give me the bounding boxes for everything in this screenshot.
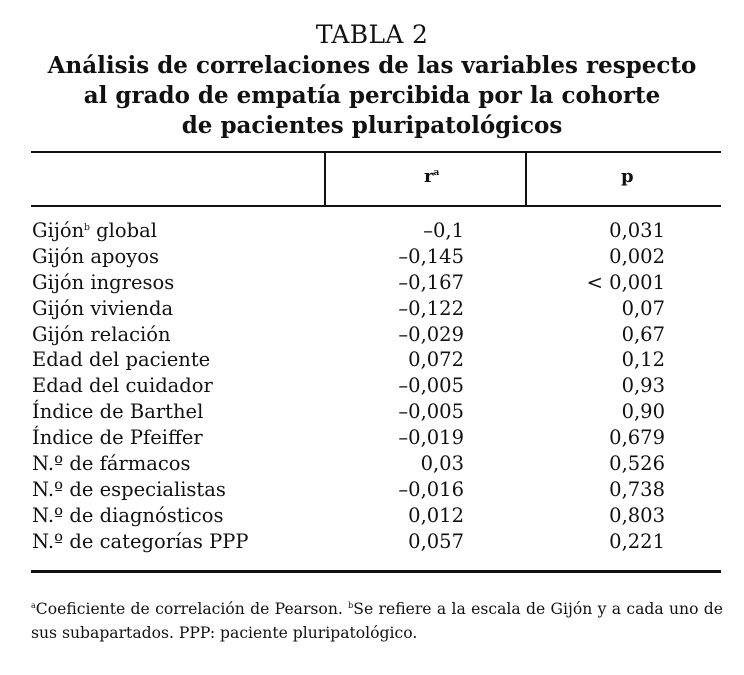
footnote-a-mark: a xyxy=(31,601,36,610)
row-variable: Edad del paciente xyxy=(32,348,211,372)
row-p-value: 0,803 xyxy=(609,503,665,527)
table-row xyxy=(0,270,744,296)
row-p-value: 0,031 xyxy=(609,219,665,242)
footnote-b-text: Se refiere a la escala de Gijón y a cada uno de sus subapartados. PPP: paciente pluripatológico. xyxy=(31,600,724,642)
table-row xyxy=(0,347,744,373)
table-row xyxy=(0,529,744,555)
table-top-rule xyxy=(31,151,721,153)
row-r-value: –0,145 xyxy=(398,244,464,268)
row-p-value: 0,002 xyxy=(609,244,665,268)
row-variable: Gijón relación xyxy=(32,322,171,346)
row-p-value: 0,07 xyxy=(621,296,665,320)
row-variable: Gijón$^b$ global xyxy=(32,219,157,242)
row-variable: Gijón vivienda xyxy=(32,296,174,320)
row-r-value: –0,029 xyxy=(398,322,464,346)
row-r-value: 0,03 xyxy=(420,452,464,476)
table-row xyxy=(0,477,744,503)
table-row xyxy=(0,503,744,529)
column-header-r: $r^a$ xyxy=(424,166,440,187)
table-title-line-2: al grado de empatía percibida por la cohorte xyxy=(83,82,661,109)
variable-note: b xyxy=(84,223,90,233)
row-r-value: –0,005 xyxy=(398,374,464,398)
row-r-value: 0,012 xyxy=(408,503,464,527)
row-variable: Índice de Pfeiffer xyxy=(32,426,203,450)
table-body xyxy=(0,218,744,555)
row-r-value: –0,122 xyxy=(398,296,464,320)
column-header-p: p xyxy=(621,166,634,187)
row-r-value: –0,005 xyxy=(398,400,464,424)
row-p-value: 0,738 xyxy=(609,477,665,501)
row-variable: N.º de diagnósticos xyxy=(32,503,224,527)
row-p-value: 0,12 xyxy=(621,348,665,372)
row-variable: Gijón ingresos xyxy=(32,270,175,294)
row-r-value: –0,016 xyxy=(398,477,464,501)
footnote-b-mark: b xyxy=(348,601,354,610)
header-divider-1 xyxy=(324,152,326,206)
row-p-value: 0,90 xyxy=(621,400,665,424)
table-row xyxy=(0,218,744,244)
row-p-value: 0,67 xyxy=(621,322,665,346)
table-row xyxy=(0,373,744,399)
table-row xyxy=(0,244,744,270)
footnote-a-text: Coeficiente de correlación de Pearson. xyxy=(35,600,349,618)
table-row xyxy=(0,425,744,451)
table-header-rule xyxy=(31,205,721,207)
row-variable: N.º de categorías PPP xyxy=(32,529,249,553)
row-p-value: 0,679 xyxy=(609,426,665,450)
header-divider-2 xyxy=(525,152,527,206)
row-r-value: –0,019 xyxy=(398,426,464,450)
row-r-value: –0,167 xyxy=(398,270,464,294)
table-footnote xyxy=(31,597,723,645)
row-variable: N.º de fármacos xyxy=(32,452,191,476)
row-r-value: 0,057 xyxy=(408,529,464,553)
row-p-value: < 0,001 xyxy=(586,270,665,294)
row-r-value: –0,1 xyxy=(423,219,464,242)
table-bottom-rule xyxy=(31,570,721,573)
table-row xyxy=(0,296,744,322)
row-variable: Índice de Barthel xyxy=(32,400,204,424)
row-p-value: 0,93 xyxy=(621,374,665,398)
table-row xyxy=(0,451,744,477)
row-variable: N.º de especialistas xyxy=(32,477,226,501)
row-p-value: 0,526 xyxy=(609,452,665,476)
table-label: TABLA 2 xyxy=(315,20,429,49)
table-title-line-3: de pacientes pluripatológicos xyxy=(181,112,563,139)
row-variable: Gijón apoyos xyxy=(32,244,159,268)
row-p-value: 0,221 xyxy=(609,529,665,553)
table-row xyxy=(0,322,744,348)
row-variable: Edad del cuidador xyxy=(32,374,213,398)
table-title-line-1: Análisis de correlaciones de las variables respecto xyxy=(47,52,697,79)
column-header-r-note: a xyxy=(433,168,440,178)
table-row xyxy=(0,399,744,425)
row-r-value: 0,072 xyxy=(408,348,464,372)
